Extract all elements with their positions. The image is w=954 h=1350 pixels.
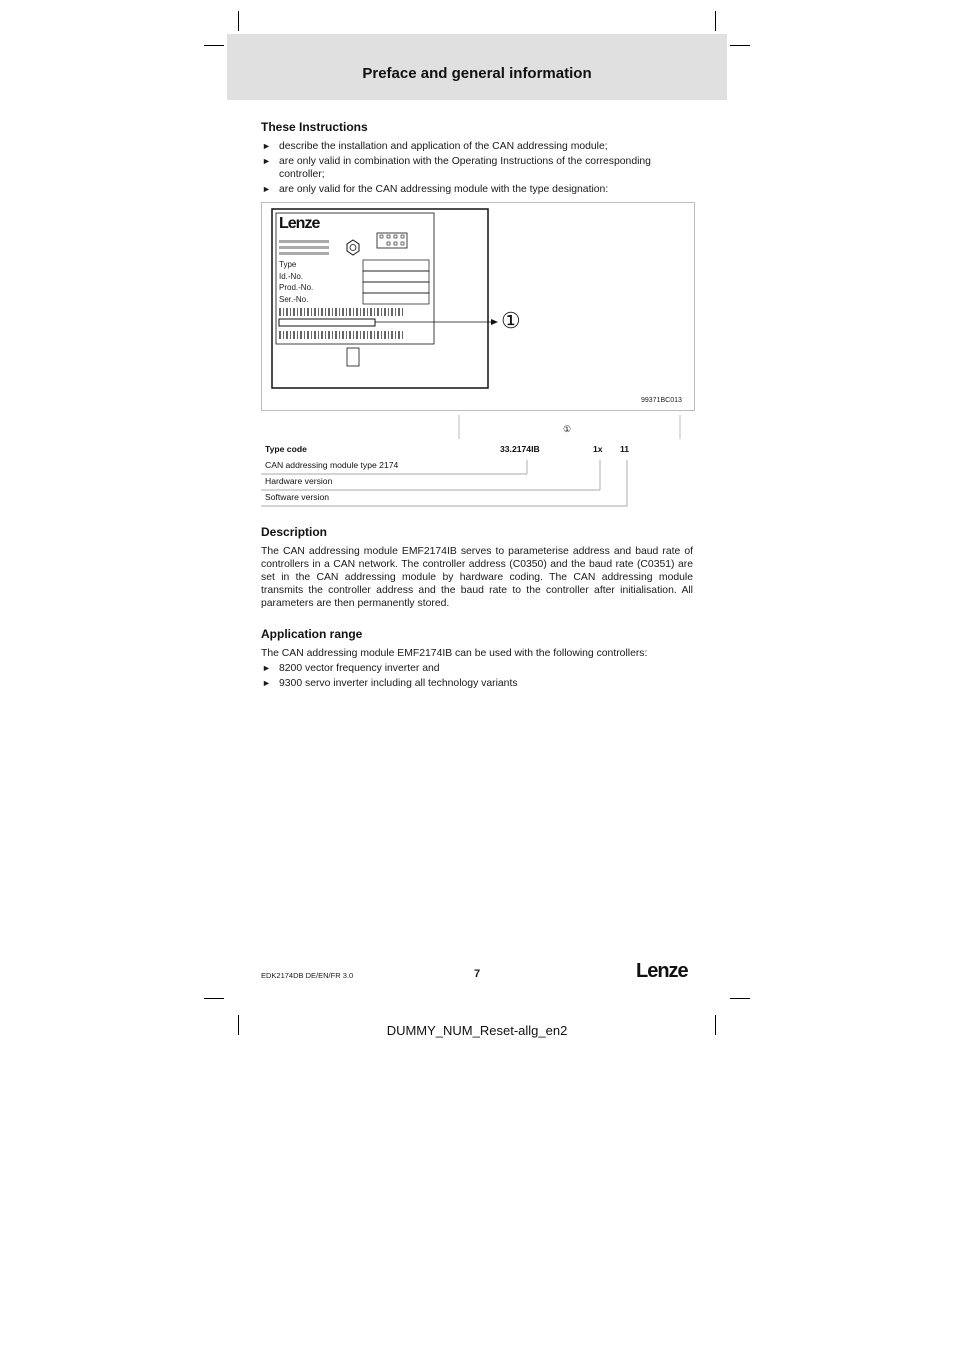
bullet-arrow-icon: ► <box>262 156 271 166</box>
nameplate-field-label: Id.-No. <box>279 272 304 281</box>
page-title: Preface and general information <box>362 65 592 82</box>
callout-marker: ① <box>563 424 572 434</box>
document-code: EDK2174DB DE/EN/FR 3.0 <box>261 971 354 980</box>
dummy-label: DUMMY_NUM_Reset-allg_en2 <box>386 1023 568 1038</box>
bullet-arrow-icon: ► <box>262 678 271 688</box>
type-code-sw: 11 <box>620 444 630 454</box>
nameplate-field-label: Ser.-No. <box>279 295 309 304</box>
type-code-label: Type code <box>265 444 307 454</box>
type-code-hw: 1x <box>593 444 603 454</box>
list-item-text: 8200 vector frequency inverter and <box>279 663 440 674</box>
instructions-heading: These Instructions <box>261 120 368 134</box>
application-intro: The CAN addressing module EMF2174IB can be used with the following controllers: <box>261 648 648 659</box>
list-item <box>261 662 693 675</box>
nameplate-logo: Lenze <box>279 215 320 232</box>
list-item-text: are only valid for the CAN addressing module with the type designation: <box>279 184 609 195</box>
description-text: The CAN addressing module EMF2174IB serves to parameterise address and baud rate of controllers in a CAN network. The controller address (C0350) and the baud rate (C0351) are set in the CAN addressing module by hardware coding. The CAN addressing module transmits the controller address and the baud rate to the controller after initialisation. All parameters are then permanently stored. <box>261 546 693 609</box>
description-heading: Description <box>261 525 328 539</box>
figure-id: 99371BC013 <box>641 397 682 404</box>
nameplate-field-label: Type <box>279 260 297 269</box>
page-number: 7 <box>473 968 481 980</box>
list-item-text: are only valid in combination with the Operating Instructions of the corresponding controller; <box>279 156 651 180</box>
application-heading: Application range <box>261 627 363 641</box>
footer-logo: Lenze <box>636 960 688 982</box>
list-item-text: describe the installation and application of the CAN addressing module; <box>279 141 608 152</box>
callout-marker: ① <box>501 308 521 333</box>
crop-mark <box>730 998 750 999</box>
bullet-arrow-icon: ► <box>262 184 271 194</box>
nameplate-diagram <box>0 0 954 520</box>
type-code-value: 33.2174IB <box>500 444 540 454</box>
type-code-row: Software version <box>265 492 330 502</box>
type-code-row: Hardware version <box>265 476 333 486</box>
bullet-arrow-icon: ► <box>262 141 271 151</box>
list-item-text: 9300 servo inverter including all technology variants <box>279 678 518 689</box>
type-code-row: CAN addressing module type 2174 <box>265 460 399 470</box>
list-item <box>261 677 693 690</box>
bullet-arrow-icon: ► <box>262 663 271 673</box>
crop-mark <box>204 998 224 999</box>
nameplate-field-label: Prod.-No. <box>279 283 314 292</box>
